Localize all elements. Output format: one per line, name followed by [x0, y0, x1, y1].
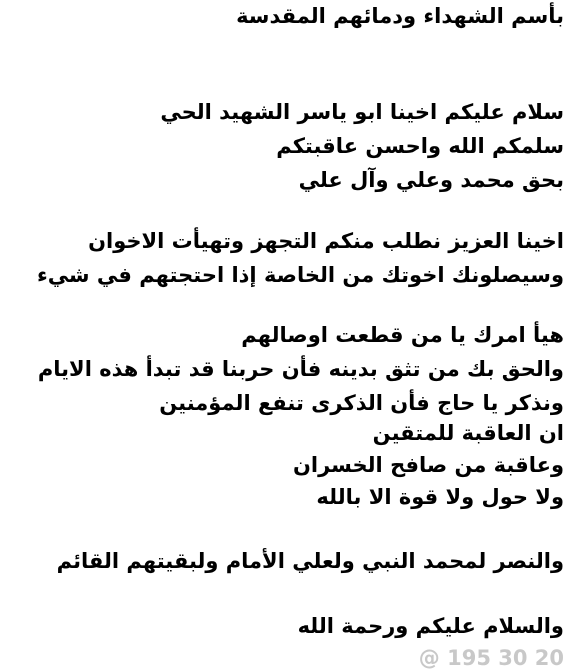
- greeting-line-3: بحق محمد وعلي وآل علي: [298, 168, 564, 192]
- exhortation-line-4: ان العاقبة للمتقين: [372, 421, 564, 445]
- greeting-line-1: سلام عليكم اخينا ابو ياسر الشهيد الحي: [160, 100, 564, 124]
- exhortation-line-3: ونذكر يا حاج فأن الذكرى تنفع المؤمنين: [159, 391, 564, 415]
- greeting-line-2: سلمكم الله واحسن عاقبتكم: [276, 134, 564, 158]
- exhortation-line-2: والحق بك من تثق بدينه فأن حربنا قد تبدأ هذه الايام: [37, 357, 564, 381]
- clipped-footer-text: @ 195 30 20: [418, 646, 564, 670]
- exhortation-line-6: ولا حول ولا قوة الا بالله: [316, 485, 564, 509]
- exhortation-line-1: هيأ امرك يا من قطعت اوصالهم: [241, 323, 564, 347]
- request-line-2: وسيصلونك اخوتك من الخاصة إذا احتجتهم في شيء: [36, 263, 564, 287]
- victory-line: والنصر لمحمد النبي ولعلي الأمام ولبقيتهم القائم: [56, 549, 564, 573]
- closing-line: والسلام عليكم ورحمة الله: [297, 614, 564, 638]
- request-line-1: اخينا العزيز نطلب منكم التجهز وتهيأت الاخوان: [88, 229, 564, 253]
- letter-title: بأسم الشهداء ودمائهم المقدسة: [236, 4, 564, 28]
- exhortation-line-5: وعاقبة من صافح الخسران: [292, 453, 564, 477]
